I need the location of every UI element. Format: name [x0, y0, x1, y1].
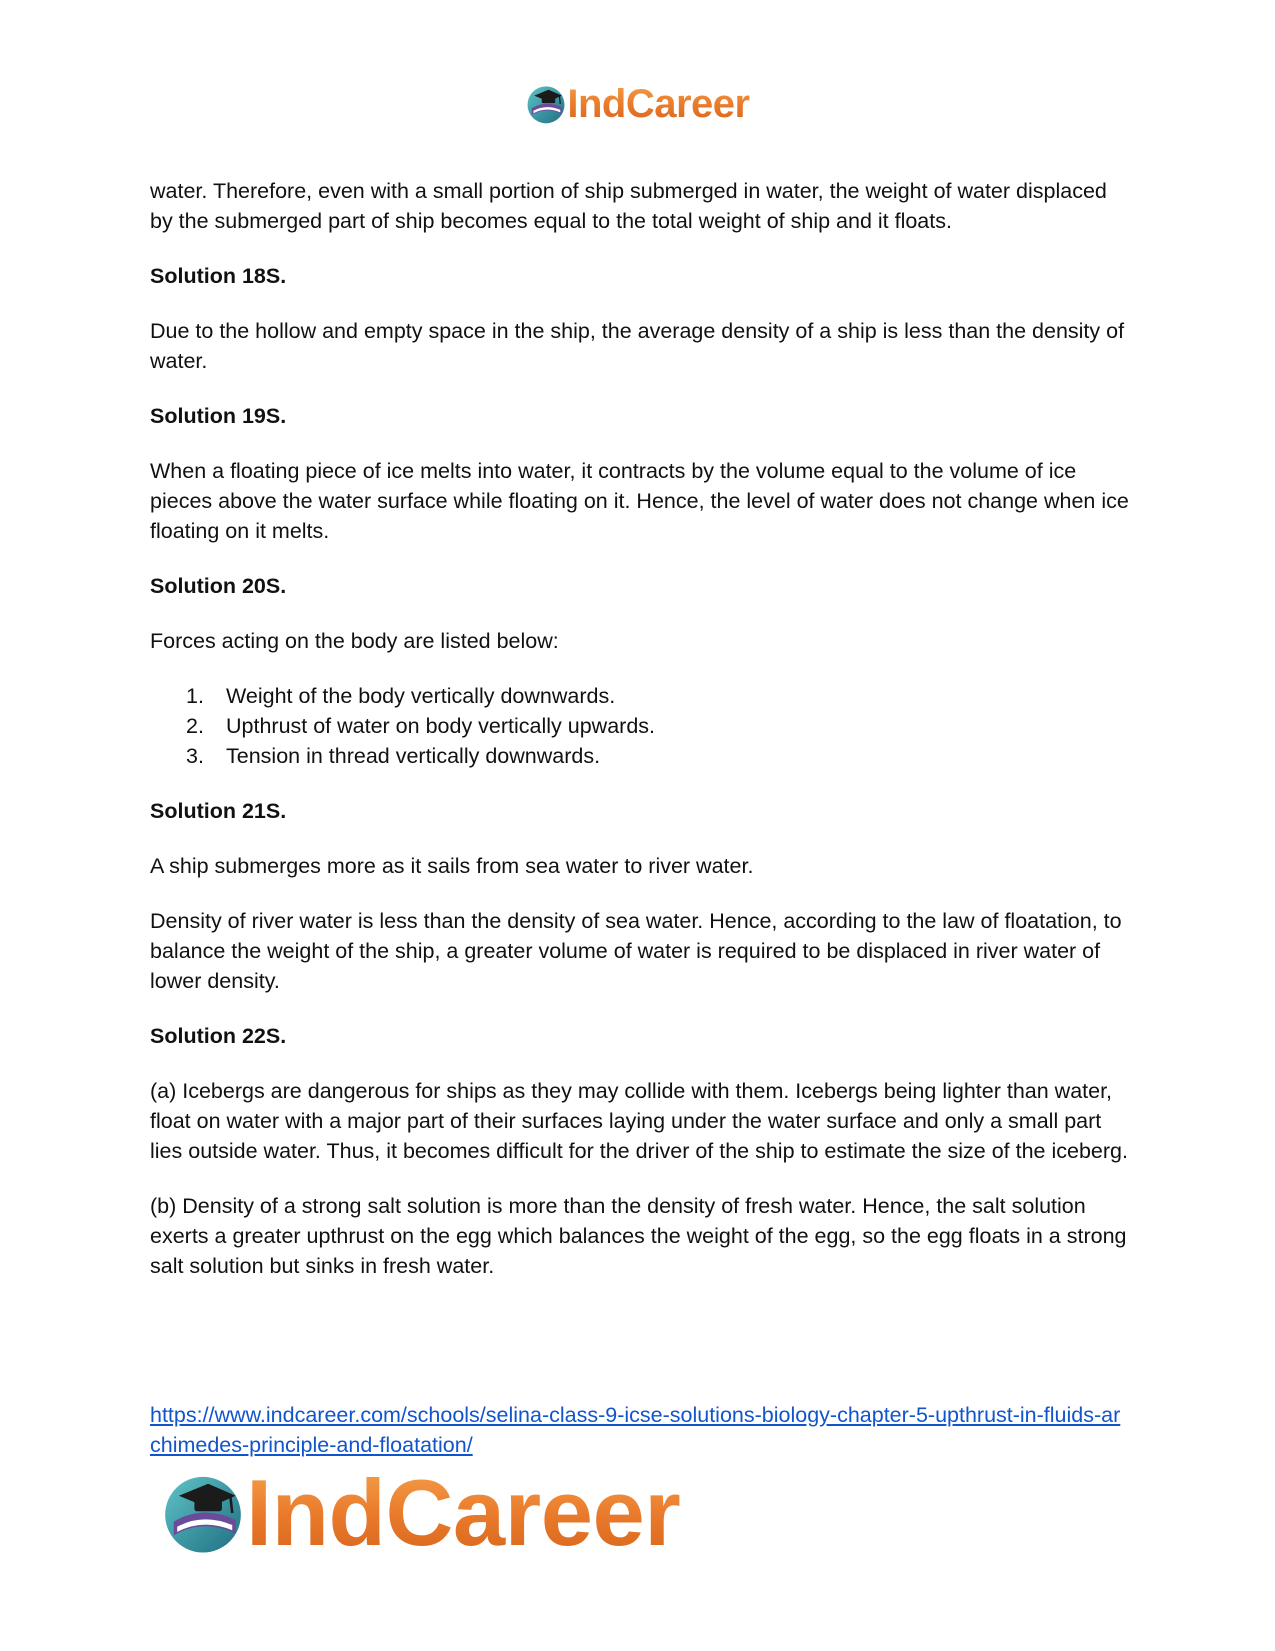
indcareer-logo [160, 1460, 681, 1565]
solution-21s-text-1: A ship submerges more as it sails from sea water to river water. [150, 854, 754, 878]
solution-22s-text-b: (b) Density of a strong salt solution is more than the density of fresh water. Hence, the salt solution exerts a greater upthrust on the egg which balances the weight of the egg, so the egg floats in a strong salt solution but sinks in fresh water. [150, 1194, 1127, 1278]
graduation-cap-book-globe-icon [525, 83, 567, 125]
solution-21s-text-2: Density of river water is less than the density of sea water. Hence, according to the law of floatation, to balance the weight of the ship, a greater volume of water is required to be displaced in river water of lower density. [150, 909, 1122, 993]
solution-21s-heading: Solution 21S. [150, 799, 287, 823]
logo-wordmark: IndCareer [567, 82, 750, 126]
solution-22s-text-a: (a) Icebergs are dangerous for ships as they may collide with them. Icebergs being lighter than water, float on water with a major part of their surfaces laying under the water surface and only a small part lies outside water. Thus, it becomes difficult for the driver of the ship to estimate the size of the iceberg. [150, 1079, 1128, 1163]
list-item-text: Tension in thread vertically downwards. [226, 744, 601, 768]
list-item-text: Weight of the body vertically downwards. [226, 684, 616, 708]
solution-19s-heading: Solution 19S. [150, 404, 287, 428]
solution-18s-text: Due to the hollow and empty space in the ship, the average density of a ship is less than the density of water. [150, 319, 1125, 373]
list-number: 3. [186, 744, 204, 768]
footer-logo [160, 1460, 681, 1565]
list-number: 2. [186, 714, 204, 738]
document-body [150, 176, 1130, 1306]
list-item [150, 711, 1130, 741]
source-url-link[interactable]: https://www.indcareer.com/schools/selina-class-9-icse-solutions-biology-chapter-5-upthrust-in-fluids-archimedes-principle-and-floatation/ [150, 1403, 1121, 1457]
solution-20s-text: Forces acting on the body are listed below: [150, 629, 559, 653]
solution-20s-heading: Solution 20S. [150, 574, 287, 598]
graduation-cap-book-globe-icon [160, 1470, 246, 1556]
solution-22s-heading: Solution 22S. [150, 1024, 287, 1048]
intro-paragraph: water. Therefore, even with a small portion of ship submerged in water, the weight of water displaced by the submerged part of ship becomes equal to the total weight of ship and it floats. [150, 179, 1107, 233]
list-item [150, 741, 1130, 771]
header-logo [0, 78, 1275, 130]
list-item-text: Upthrust of water on body vertically upwards. [226, 714, 656, 738]
list-item [150, 681, 1130, 711]
list-number: 1. [186, 684, 204, 708]
solution-19s-text: When a floating piece of ice melts into water, it contracts by the volume equal to the volume of ice pieces above the water surface while floating on it. Hence, the level of water does not change when ice floating on it melts. [150, 459, 1129, 543]
solution-18s-heading: Solution 18S. [150, 264, 287, 288]
forces-list [150, 681, 1130, 771]
indcareer-logo [525, 82, 749, 126]
logo-wordmark: IndCareer [246, 1460, 681, 1565]
